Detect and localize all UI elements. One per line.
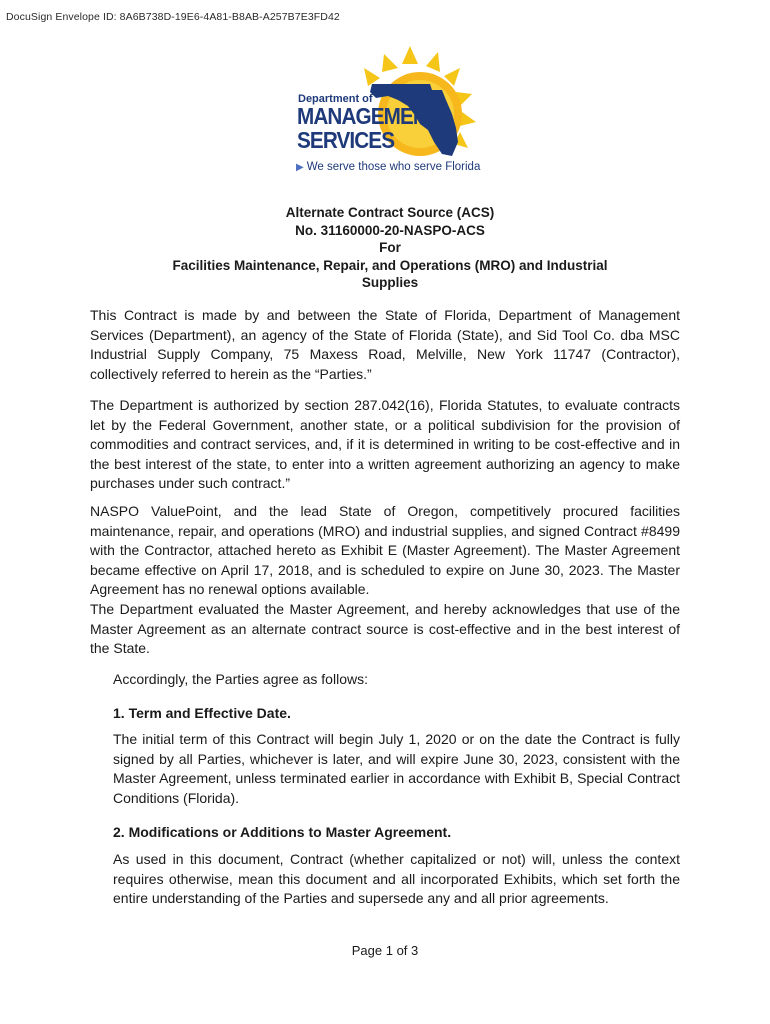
contract-title <box>90 204 690 292</box>
play-arrow-icon: ▶ <box>296 162 304 173</box>
logo-tagline-text: We serve those who serve Florida <box>306 161 481 173</box>
paragraph-naspo: NASPO ValuePoint, and the lead State of Oregon, competitively procured facilities maintenance, repair, and operations (MRO) and industrial supplies, and signed Contract #8499 with the Contractor, attached hereto as Exhibit E (Master Agreement). The Master Agreement became effective on April 17, 2018, and is scheduled to expire on June 30, 2023. The Master Agreement has no renewal options available. <box>90 503 680 597</box>
logo-department-of: Department of <box>298 93 373 105</box>
section-heading-term: 1. Term and Effective Date. <box>113 705 291 721</box>
dms-logo <box>292 44 482 176</box>
docusign-envelope-id: DocuSign Envelope ID: 8A6B738D-19E6-4A81-B8AB-A257B7E3FD42 <box>6 11 340 23</box>
section-text-modifications: As used in this document, Contract (whether capitalized or not) will, unless the context requires otherwise, mean this document and all incorporated Exhibits, which set forth the entire understanding of the Parties and supersede any and all prior agreements. <box>113 851 680 906</box>
title-line-1: Alternate Contract Source (ACS) <box>285 205 495 220</box>
section-text-term: The initial term of this Contract will begin July 1, 2020 or on the date the Contract is fully signed by all Parties, whichever is later, and will expire June 30, 2023, consistent with the Master Agreement, unless terminated earlier in accordance with Exhibit B, Special Contract Conditions (Florida). <box>113 731 680 806</box>
title-line-5: Supplies <box>361 275 419 290</box>
paragraph-agreement: Accordingly, the Parties agree as follows: <box>113 671 368 687</box>
paragraph-authority: The Department is authorized by section 287.042(16), Florida Statutes, to evaluate contracts let by the Federal Government, another state, or a political subdivision for the provision of commodities and contract services, and, if it is determined in writing to be cost-effective and in the best interest of the state, to enter into a written agreement authorizing an agency to make purchases under such contract.” <box>90 397 680 491</box>
title-line-4: Facilities Maintenance, Repair, and Operations (MRO) and Industrial <box>172 257 608 273</box>
logo-services: SERVICES <box>297 127 395 153</box>
section-heading-modifications: 2. Modifications or Additions to Master Agreement. <box>113 824 452 840</box>
page-number: Page 1 of 3 <box>351 943 419 958</box>
title-line-3: For <box>379 240 401 255</box>
title-line-2: No. 31160000-20-NASPO-ACS <box>295 222 485 238</box>
paragraph-parties: This Contract is made by and between the State of Florida, Department of Management Services (Department), an agency of the State of Florida (State), and Sid Tool Co. dba MSC Industrial Supply Company, 75 Maxess Road, Melville, New York 11747 (Contractor), collectively referred to herein as the “Parties.” <box>90 307 680 382</box>
paragraph-evaluation: The Department evaluated the Master Agreement, and hereby acknowledges that use of the Master Agreement as an alternate contract source is cost-effective and in the best interest of the State. <box>90 601 680 656</box>
logo-management: MANAGEMENT <box>297 103 439 129</box>
logo-tagline <box>296 161 480 173</box>
